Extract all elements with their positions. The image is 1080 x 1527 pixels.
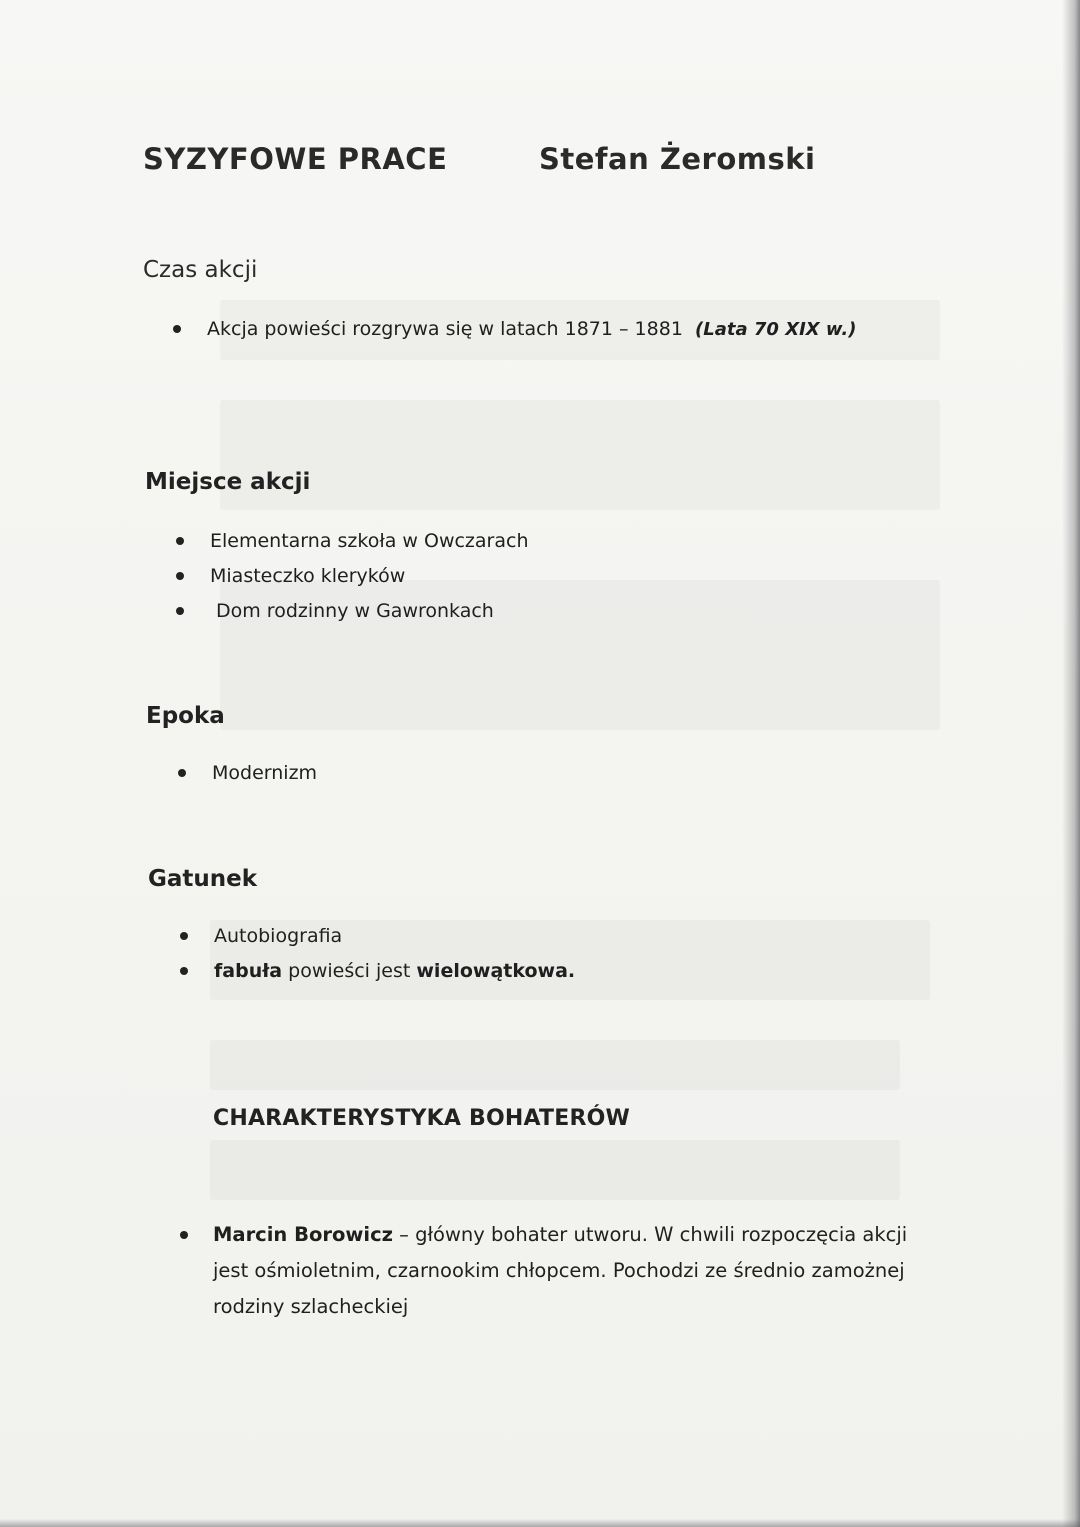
- czas-akcji-note: (Lata 70 XIX w.): [695, 319, 857, 340]
- epoka-list: [178, 756, 317, 791]
- section-heading-epoka: Epoka: [146, 703, 225, 729]
- bleed-through-shadow: [210, 1140, 900, 1200]
- bullet-icon: [173, 325, 181, 333]
- gatunek-list: [180, 919, 575, 989]
- book-title: SYZYFOWE PRACE: [143, 142, 448, 176]
- character-description-block: [213, 1217, 940, 1325]
- czas-akcji-text: Akcja powieści rozgrywa się w latach 1871 – 1881: [207, 318, 683, 340]
- section-heading-charakterystyka: CHARAKTERYSTYKA BOHATERÓW: [213, 1106, 630, 1131]
- bleed-through-shadow: [220, 400, 940, 510]
- list-item-text: Dom rodzinny w Gawronkach: [216, 600, 494, 622]
- czas-akcji-list: [173, 312, 856, 347]
- section-heading-miejsce-akcji: Miejsce akcji: [145, 469, 311, 495]
- character-description: – główny bohater utworu. W chwili rozpoczęcia akcji jest ośmioletnim, czarnookim chłopcem. Pochodzi ze średnio zamożnej rodziny szlacheckiej: [213, 1223, 908, 1318]
- list-item: [178, 756, 317, 791]
- list-item-text: Autobiografia: [214, 925, 343, 947]
- list-item: [176, 559, 529, 594]
- list-item-text-bold: wielowątkowa.: [416, 960, 576, 982]
- list-item-text-bold: fabuła: [214, 960, 283, 982]
- list-item-text: Modernizm: [212, 762, 318, 784]
- bullet-icon: [180, 932, 188, 940]
- bullet-icon: [178, 769, 186, 777]
- list-item: [176, 524, 529, 559]
- bullet-icon: [176, 537, 184, 545]
- list-item-text: Miasteczko kleryków: [210, 565, 406, 587]
- character-name: Marcin Borowicz: [213, 1223, 393, 1246]
- list-item: [180, 954, 575, 989]
- list-item-text: Elementarna szkoła w Owczarach: [210, 530, 529, 552]
- bullet-icon: [180, 1231, 188, 1239]
- paper-bottom-shadow: [0, 1519, 1080, 1527]
- list-item: [180, 919, 575, 954]
- character-entry: [180, 1217, 940, 1325]
- list-item-text: powieści jest: [288, 960, 411, 982]
- bullet-icon: [176, 607, 184, 615]
- list-item: [176, 594, 529, 629]
- paper-edge-shadow: [1062, 0, 1080, 1527]
- list-item: [173, 312, 856, 347]
- document-title: [143, 142, 903, 182]
- bullet-icon: [176, 572, 184, 580]
- bullet-icon: [180, 967, 188, 975]
- section-heading-czas-akcji: Czas akcji: [143, 257, 258, 283]
- bleed-through-shadow: [210, 1040, 900, 1090]
- author-name: Stefan Żeromski: [539, 142, 816, 176]
- miejsce-akcji-list: [176, 524, 529, 629]
- section-heading-gatunek: Gatunek: [148, 866, 258, 892]
